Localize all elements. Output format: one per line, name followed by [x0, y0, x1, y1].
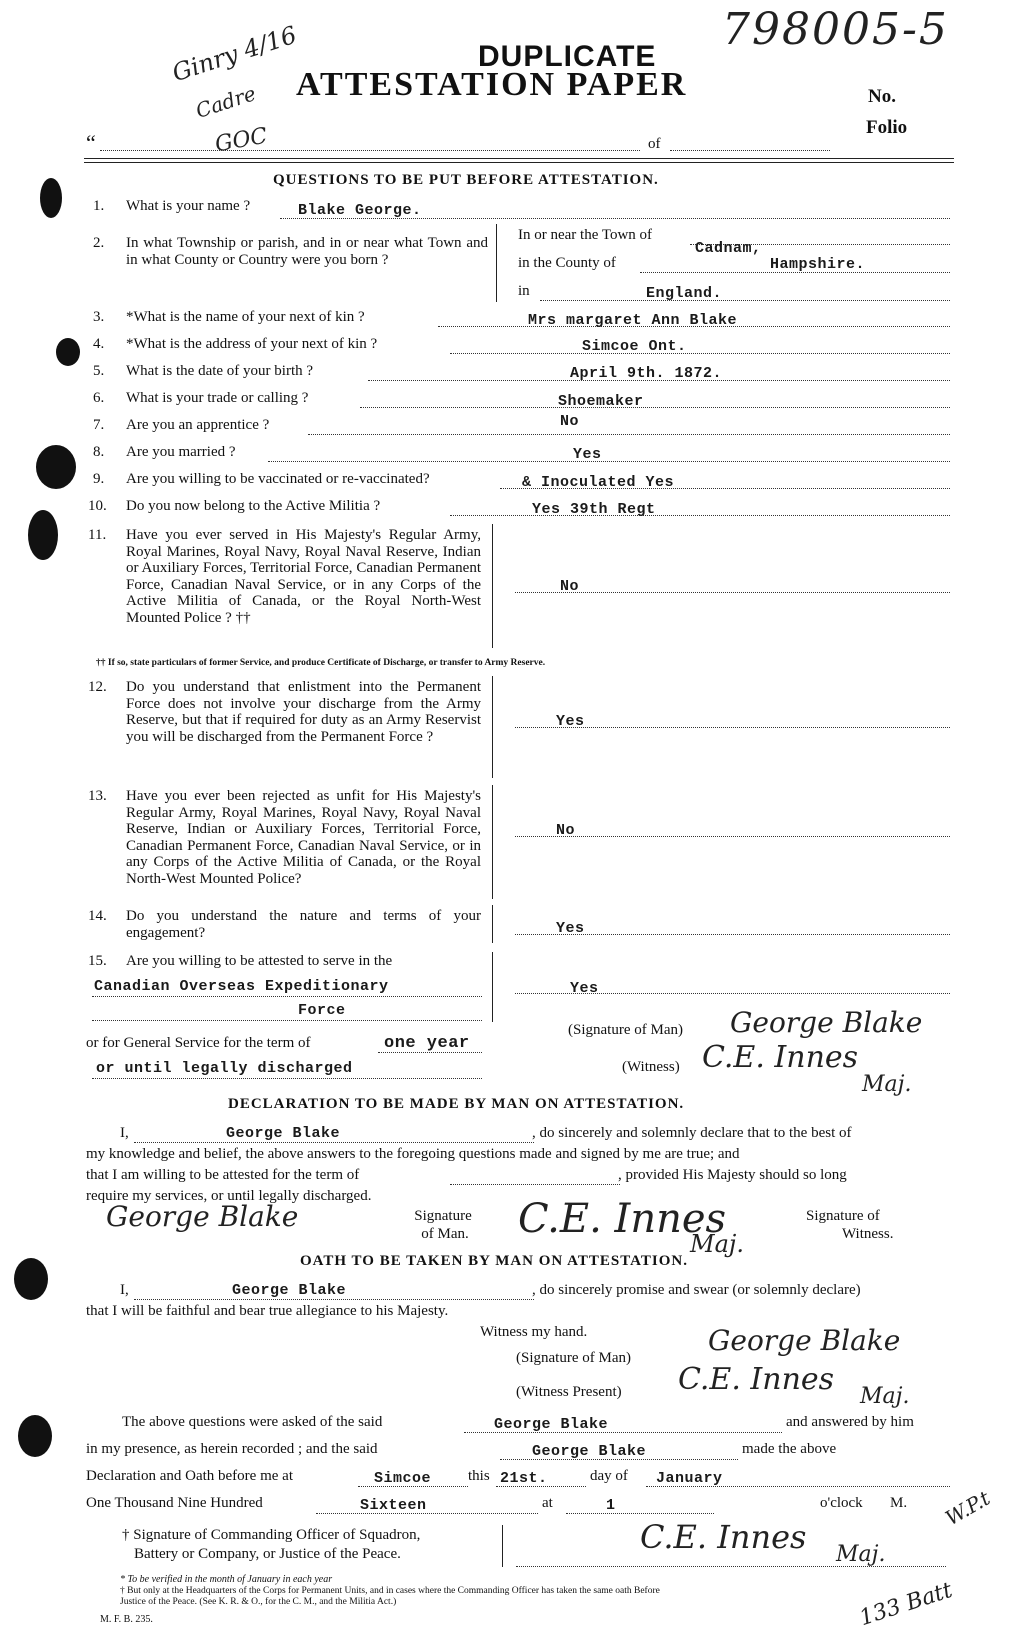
footnote: * To be verified in the month of January in each year: [120, 1574, 333, 1585]
certificate-text: and answered by him: [786, 1414, 914, 1430]
question-number: 14.: [88, 908, 107, 924]
question-text: Do you understand the nature and terms of your engagement?: [126, 908, 481, 941]
birth-town-label: In or near the Town of: [518, 227, 653, 243]
punch-hole: [28, 510, 58, 560]
batt-note: 133 Batt: [856, 1577, 956, 1632]
declaration-signature-witness: C.E. Innes: [518, 1196, 727, 1242]
birth-county: Hampshire.: [770, 256, 866, 273]
witness-rank: Maj.: [862, 1072, 912, 1097]
question-number: 1.: [93, 198, 105, 214]
oath-signature-man: George Blake: [708, 1324, 901, 1357]
question-text: Are you an apprentice ?: [126, 417, 270, 433]
oath-text: that I will be faithful and bear true allegiance to his Majesty.: [86, 1303, 449, 1319]
answer-married: Yes: [573, 446, 602, 463]
certificate-text: Declaration and Oath before me at: [86, 1468, 293, 1484]
question-text: Have you ever been rejected as unfit for His Majesty's Regular Army, Royal Marines, Royal Navy, Royal Naval Reserve, Indian or Auxiliary Forces, Territorial Force, Canadian Permanent Force, Canadian Naval Service, or in any Corps of the Active Militia of Canada, or the Royal North-West Mounted Police?: [126, 788, 481, 887]
question-number: 11.: [88, 527, 107, 543]
question-text: *What is the name of your next of kin ?: [126, 309, 365, 325]
birth-country-label: in: [518, 283, 530, 299]
question-number: 13.: [88, 788, 107, 804]
certificate-text: day of: [590, 1468, 628, 1484]
question-number: 12.: [88, 679, 107, 695]
declaration-witness-rank: Maj.: [690, 1230, 744, 1258]
question-text: What is the date of your birth ?: [126, 363, 314, 379]
sig-label: of Man.: [421, 1226, 469, 1242]
term-line-2: or until legally discharged: [96, 1060, 353, 1077]
answer-permanent-force: Yes: [556, 713, 585, 730]
witness-hand-label: Witness my hand.: [480, 1324, 588, 1340]
punch-hole: [18, 1415, 52, 1457]
of-label: of: [648, 136, 661, 152]
answer-name: Blake George.: [298, 202, 422, 219]
question-number: 2.: [93, 235, 105, 251]
question-number: 3.: [93, 309, 105, 325]
declaration-text: , provided His Majesty should so long: [618, 1167, 847, 1183]
declaration-name: George Blake: [226, 1125, 341, 1142]
answer-trade: Shoemaker: [558, 393, 644, 410]
question-text: In what Township or parish, and in or near what Town and in what County or Country were you born ?: [126, 235, 488, 268]
form-number: M. F. B. 235.: [100, 1614, 153, 1625]
quote-mark: “: [86, 130, 96, 155]
certificate-text: made the above: [742, 1441, 837, 1457]
certificate-text: M.: [890, 1495, 908, 1511]
sig-label: Signature of: [806, 1208, 880, 1224]
folio-label: Folio: [866, 117, 908, 138]
page-title: ATTESTATION PAPER: [296, 66, 688, 103]
declaration-text: require my services, or until legally discharged.: [86, 1188, 372, 1204]
question-number: 10.: [88, 498, 107, 514]
footnote: †† If so, state particulars of former Service, and produce Certificate of Discharge, or transfer to Army Reserve.: [96, 658, 546, 668]
footnote: Justice of the Peace. (See K. R. & O., for the C. M., and the Militia Act.): [120, 1597, 397, 1607]
certificate-year: Sixteen: [360, 1497, 427, 1514]
question-text: *What is the address of your next of kin ?: [126, 336, 378, 352]
question-text: Do you now belong to the Active Militia ?: [126, 498, 381, 514]
question-number: 7.: [93, 417, 105, 433]
divider: [84, 162, 954, 163]
oath-i: I,: [120, 1282, 129, 1298]
margin-note: Ginry 4/16: [168, 20, 301, 88]
question-text: Have you ever served in His Majesty's Regular Army, Royal Marines, Royal Navy, Royal Naval Reserve, Indian or Auxiliary Forces, Territorial Force, Canadian Permanent Force, Canadian Naval Service, or in any Corps of the Active Militia of Canada, or the Royal North-West Mounted Police ? ††: [126, 527, 481, 626]
witness-present-label: (Witness Present): [516, 1384, 622, 1400]
question-number: 6.: [93, 390, 105, 406]
sig-man-label: (Signature of Man): [568, 1022, 683, 1038]
question-number: 5.: [93, 363, 105, 379]
duplicate-stamp: DUPLICATE: [478, 40, 657, 73]
answer-kin-address: Simcoe Ont.: [582, 338, 687, 355]
co-label: Battery or Company, or Justice of the Peace.: [134, 1546, 401, 1562]
certificate-text: One Thousand Nine Hundred: [86, 1495, 263, 1511]
question-number: 15.: [88, 953, 107, 969]
footnote: † But only at the Headquarters of the Corps for Permanent Units, and in cases where the Commanding Officer has taken the same oath Before: [120, 1586, 660, 1596]
birth-country: England.: [646, 285, 723, 302]
punch-hole: [40, 178, 62, 218]
declaration-heading: DECLARATION TO BE MADE BY MAN ON ATTESTATION.: [228, 1096, 685, 1112]
declaration-signature-man: George Blake: [106, 1200, 299, 1233]
margin-note: GOC: [213, 123, 270, 158]
question-text: What is your name ?: [126, 198, 251, 214]
co-rank: Maj.: [836, 1542, 886, 1567]
margin-mark: W.P.t: [941, 1485, 995, 1531]
questions-heading: QUESTIONS TO BE PUT BEFORE ATTESTATION.: [273, 172, 659, 188]
declaration-text: my knowledge and belief, the above answers to the foregoing questions made and signed by me are true; and: [86, 1146, 740, 1162]
divider: [84, 158, 954, 159]
question-text: Are you willing to be attested to serve in the: [126, 953, 393, 969]
answer-next-of-kin: Mrs margaret Ann Blake: [528, 312, 738, 329]
punch-hole: [36, 445, 76, 489]
certificate-text: The above questions were asked of the said: [122, 1414, 383, 1430]
term: one year: [384, 1034, 470, 1053]
punch-hole: [14, 1258, 48, 1300]
co-label: † Signature of Commanding Officer of Squadron,: [122, 1527, 421, 1543]
declaration-i: I,: [120, 1125, 129, 1141]
oath-name: George Blake: [232, 1282, 347, 1299]
answer-engagement: Yes: [556, 920, 585, 937]
margin-note: Cadre: [192, 81, 259, 123]
birth-county-label: in the County of: [518, 255, 616, 271]
declaration-text: , do sincerely and solemnly declare that to the best of: [532, 1125, 852, 1141]
certificate-text: at: [542, 1495, 553, 1511]
no-label: No.: [868, 86, 896, 107]
force-line-1: Canadian Overseas Expeditionary: [94, 978, 389, 995]
declaration-text: that I am willing to be attested for the term of: [86, 1167, 360, 1183]
sig-label: Signature: [414, 1208, 472, 1224]
answer-willing: Yes: [570, 980, 599, 997]
question-text: Are you married ?: [126, 444, 236, 460]
answer-served: No: [560, 578, 580, 595]
oath-text: , do sincerely promise and swear (or solemnly declare): [532, 1282, 861, 1298]
question-number: 4.: [93, 336, 105, 352]
question-text: Are you willing to be vaccinated or re-vaccinated?: [126, 471, 430, 487]
certificate-text: this: [468, 1468, 490, 1484]
general-service-label: or for General Service for the term of: [86, 1035, 311, 1051]
answer-apprentice: No: [560, 413, 580, 430]
certificate-text: in my presence, as herein recorded ; and the said: [86, 1441, 378, 1457]
force-line-2: Force: [298, 1002, 346, 1019]
question-text: What is your trade or calling ?: [126, 390, 309, 406]
oath-sig-man-label: (Signature of Man): [516, 1350, 631, 1366]
answer-militia: Yes 39th Regt: [532, 501, 656, 518]
question-text: Do you understand that enlistment into the Permanent Force does not involve your discharge from the Army Reserve, but that if required for duty as an Army Reservist you will be discharged from the Permanent Force ?: [126, 679, 481, 745]
oath-witness-rank: Maj.: [860, 1384, 910, 1409]
birth-town: Cadnam,: [695, 240, 762, 257]
answer-vaccinated: & Inoculated Yes: [522, 474, 675, 491]
co-signature: C.E. Innes: [640, 1518, 807, 1556]
certificate-day: 21st.: [500, 1470, 548, 1487]
certificate-hour: 1: [606, 1497, 616, 1514]
certificate-name: George Blake: [494, 1416, 609, 1433]
certificate-month: January: [656, 1470, 723, 1487]
question-number: 9.: [93, 471, 105, 487]
oath-signature-witness: C.E. Innes: [678, 1362, 835, 1397]
certificate-place: Simcoe: [374, 1470, 432, 1487]
signature-man: George Blake: [730, 1006, 923, 1039]
question-number: 8.: [93, 444, 105, 460]
witness-label: (Witness): [622, 1059, 680, 1075]
certificate-name: George Blake: [532, 1443, 647, 1460]
certificate-text: o'clock: [820, 1495, 863, 1511]
regimental-number: 798005-5: [722, 4, 949, 55]
answer-rejected: No: [556, 822, 576, 839]
sig-label: Witness.: [842, 1226, 894, 1242]
answer-birth-date: April 9th. 1872.: [570, 365, 723, 382]
oath-heading: OATH TO BE TAKEN BY MAN ON ATTESTATION.: [300, 1253, 688, 1269]
signature-witness: C.E. Innes: [702, 1040, 859, 1075]
punch-hole: [56, 338, 80, 366]
